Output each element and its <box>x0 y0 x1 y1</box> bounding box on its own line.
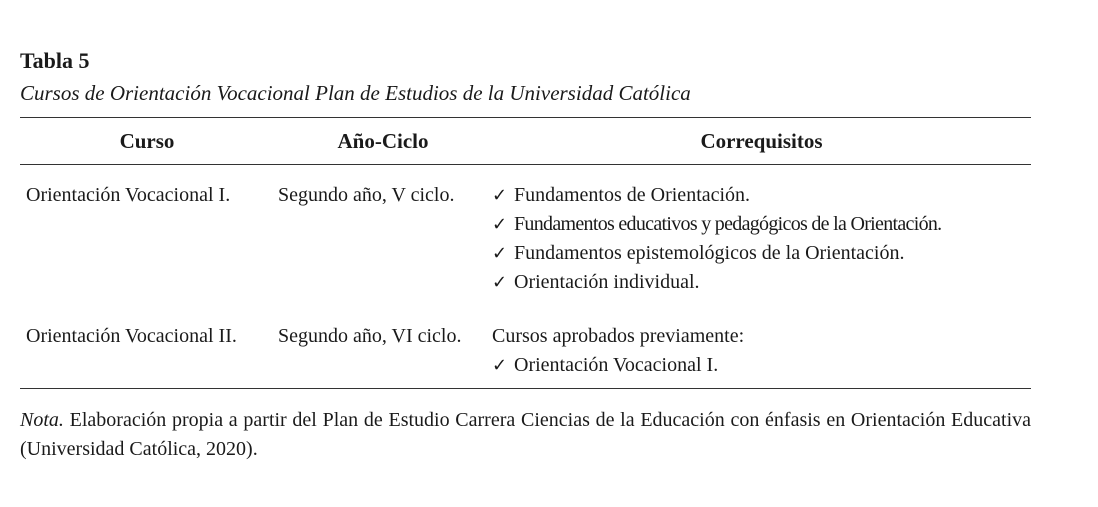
header-anio-ciclo: Año-Ciclo <box>337 128 429 153</box>
check-icon: ✓ <box>492 243 508 264</box>
courses-table <box>20 118 1031 388</box>
table-row <box>20 297 1031 388</box>
correquisito-intro: Cursos aprobados previamente: <box>492 325 745 347</box>
table-title: Cursos de Orientación Vocacional Plan de Estudios de la Universidad Católica <box>20 81 691 105</box>
correquisito-text: Fundamentos epistemológicos de la Orientación. <box>514 242 905 264</box>
table-note <box>20 406 1031 464</box>
correquisito-text: Fundamentos educativos y pedagógicos de la Orientación. <box>514 213 942 235</box>
table-bottom-rule <box>20 388 1031 389</box>
row-anio-ciclo: Segundo año, VI ciclo. <box>278 325 462 347</box>
list-item <box>492 239 1031 268</box>
check-icon: ✓ <box>492 214 508 235</box>
correquisito-text: Orientación Vocacional I. <box>514 354 719 376</box>
row-anio-ciclo: Segundo año, V ciclo. <box>278 184 455 206</box>
row-correquisitos <box>492 165 1031 297</box>
list-item <box>492 210 1031 239</box>
row-curso: Orientación Vocacional I. <box>26 184 231 206</box>
list-item <box>492 268 1031 297</box>
correquisito-text: Fundamentos de Orientación. <box>514 184 751 206</box>
table-label: Tabla 5 <box>20 48 90 73</box>
list-item <box>492 181 1031 210</box>
table-row <box>20 165 1031 297</box>
check-icon: ✓ <box>492 185 508 206</box>
row-curso: Orientación Vocacional II. <box>26 325 237 347</box>
correquisito-text: Orientación individual. <box>514 271 700 293</box>
note-label: Nota. <box>20 409 64 431</box>
check-icon: ✓ <box>492 272 508 293</box>
check-icon: ✓ <box>492 355 508 376</box>
header-curso: Curso <box>119 128 175 153</box>
note-text: Elaboración propia a partir del Plan de Estudio Carrera Ciencias de la Educación con énfasis en Orientación Educativa (Universidad Católica, 2020). <box>20 409 1032 460</box>
table-block <box>20 44 1031 464</box>
header-correquisitos: Correquisitos <box>700 128 823 153</box>
list-item <box>492 351 1031 380</box>
row-correquisitos <box>492 297 1031 388</box>
table-header-row <box>20 118 1031 165</box>
